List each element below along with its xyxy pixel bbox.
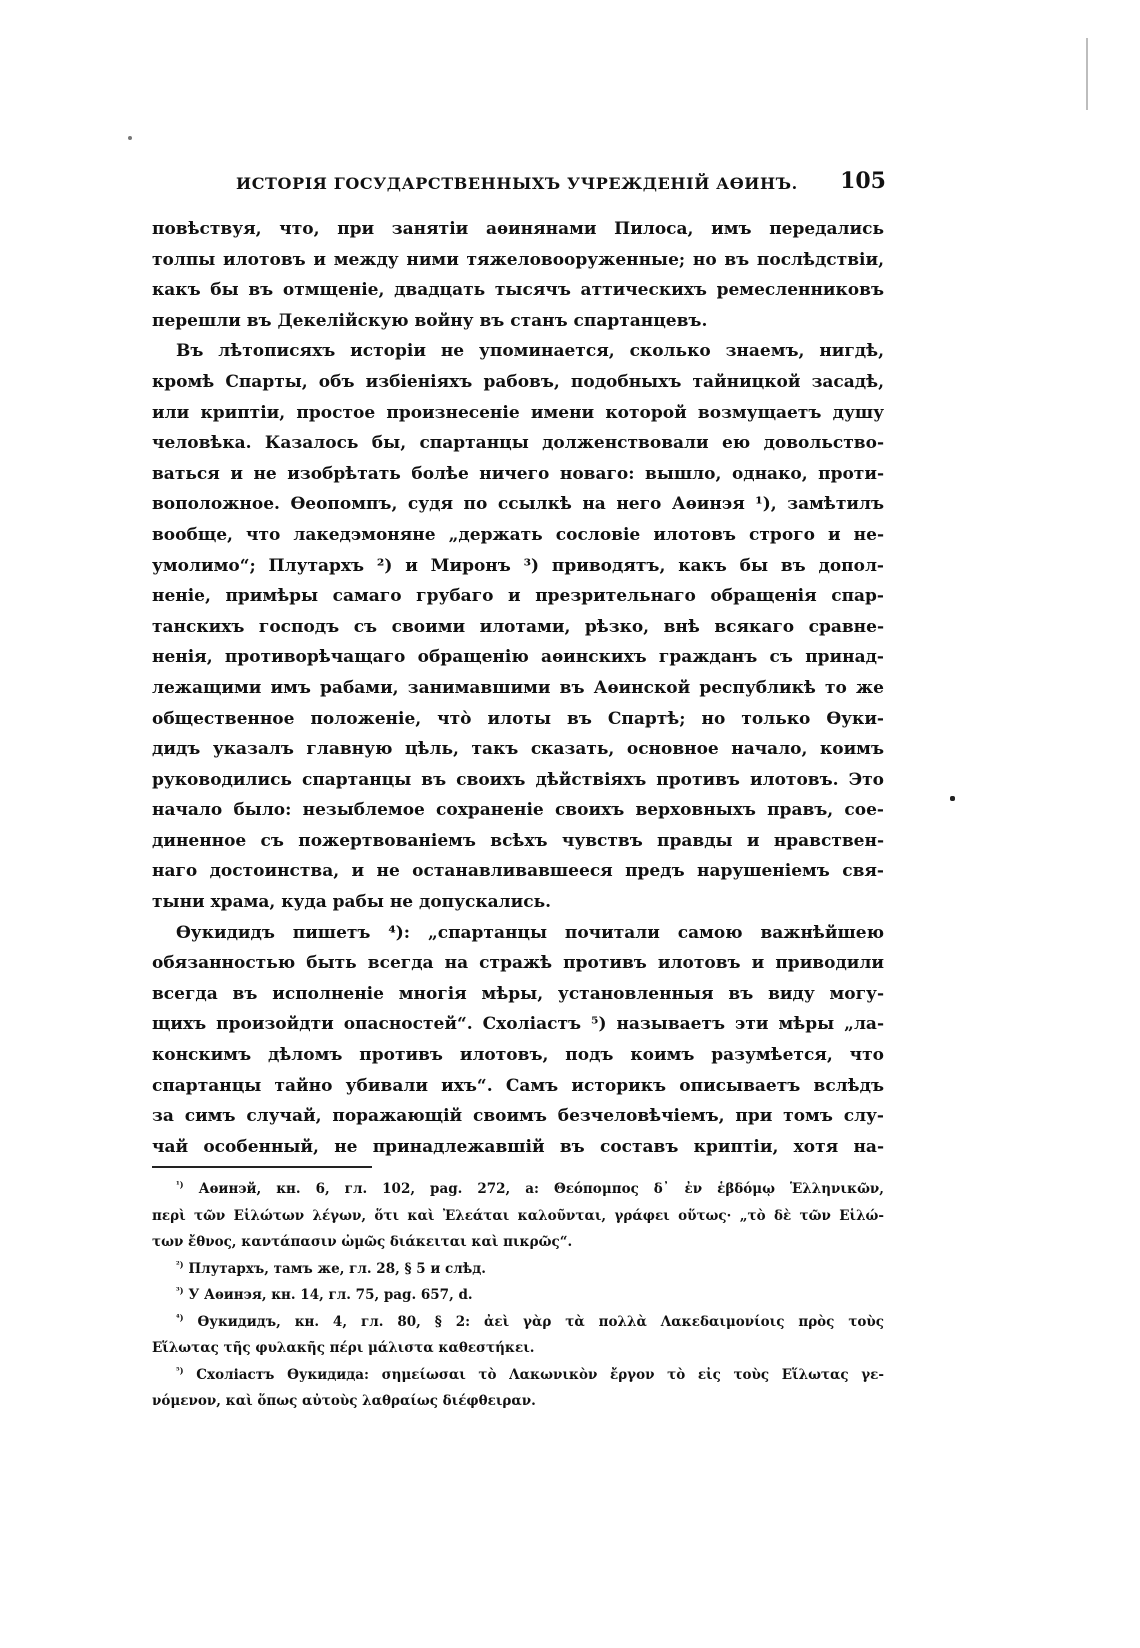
text-line: Въ лѣтописяхъ исторіи не упоминается, сколько знаемъ, нигдѣ,: [176, 341, 884, 362]
footnote-text: Плутархъ, тамъ же, гл. 28, § 5 и слѣд.: [188, 1260, 486, 1277]
footnote-text: Ѳукидидъ, кн. 4, гл. 80, § 2: ἀεὶ γὰρ τὰ πολλὰ Λακεδαιμονίοις πρὸς τοὺς: [197, 1313, 884, 1330]
text-line: кромѣ Спарты, объ избіеніяхъ рабовъ, подобныхъ тайницкой засадѣ,: [152, 371, 884, 392]
text-line: диненное съ пожертвованіемъ всѣхъ чувствъ правды и нравствен-: [152, 830, 884, 851]
footnote-4: [152, 1309, 884, 1362]
text-line: толпы илотовъ и между ними тяжеловооруженные; но въ послѣдствіи,: [152, 249, 884, 270]
footnote-line: [152, 1256, 884, 1283]
text-line: начало было: незыблемое сохраненіе своихъ верховныхъ правъ, сое-: [152, 800, 884, 821]
text-line: тыни храма, куда рабы не допускались.: [152, 892, 552, 913]
text-line: Ѳукидидъ пишетъ ⁴): „спартанцы почитали самою важнѣйшею: [176, 922, 884, 943]
footnote-line: [152, 1309, 884, 1336]
text-line: обязанностью быть всегда на стражѣ противъ илотовъ и приводили: [152, 953, 884, 974]
footnote-line: περὶ τῶν Εἱλώτων λέγων, ὅτι καὶ Ἐλεάται καλοῦνται, γράφει οὕτως· „τὸ δὲ τῶν Εἱλώ-: [152, 1207, 884, 1224]
text-line: дидъ указалъ главную цѣль, такъ сказать, основное начало, коимъ: [152, 739, 884, 760]
running-title: ИСТОРІЯ ГОСУДАРСТВЕННЫХЪ УЧРЕЖДЕНІЙ АѲИНЪ.: [236, 174, 798, 193]
body-text: [152, 214, 884, 1162]
footnote-marker: ²): [176, 1259, 184, 1269]
footnote-text: Аѳинэй, кн. 6, гл. 102, pag. 272, a: Θεόπομπος δ᾽ ἐν ἑβδόμῳ Ἑλληνικῶν,: [198, 1181, 884, 1197]
footnote-3: [152, 1282, 884, 1309]
text-line: за симъ случай, поражающій своимъ безчеловѣчіемъ, при томъ слу-: [152, 1106, 884, 1127]
text-line: ваться и не изобрѣтать болѣе ничего новаго: вышло, однако, проти-: [152, 463, 884, 484]
scan-speck: [128, 136, 132, 140]
footnote-line: νόμενον, καὶ ὅπως αὐτοὺς λαθραίως διέφθειραν.: [152, 1393, 536, 1409]
text-line: лежащими имъ рабами, занимавшими въ Аѳинской республикѣ то же: [152, 677, 884, 698]
text-line: или криптіи, простое произнесеніе имени которой возмущаетъ душу: [152, 402, 884, 423]
footnote-line: [152, 1282, 884, 1309]
footnote-marker: ⁴): [176, 1312, 184, 1322]
text-line: повѣствуя, что, при занятіи аѳинянами Пилоса, имъ передались: [152, 219, 884, 239]
text-line: танскихъ господъ съ своими илотами, рѣзко, внѣ всякаго сравне-: [152, 616, 884, 637]
text-line: какъ бы въ отмщеніе, двадцать тысячъ аттическихъ ремесленниковъ: [152, 280, 884, 301]
text-line: ненія, противорѣчащаго обращенію аѳинскихъ гражданъ съ принад-: [152, 647, 884, 668]
text-line: руководились спартанцы въ своихъ дѣйствіяхъ противъ илотовъ. Это: [152, 769, 884, 790]
text-line: щихъ произойдти опасностей“. Схоліастъ ⁵) называетъ эти мѣры „ла-: [152, 1014, 884, 1035]
page-number: 105: [840, 168, 886, 194]
text-line: конскимъ дѣломъ противъ илотовъ, подъ коимъ разумѣется, что: [152, 1045, 884, 1066]
text-line: человѣка. Казалось бы, спартанцы долженствовали ею довольство-: [152, 433, 884, 454]
text-line: воположное. Ѳеопомпъ, судя по ссылкѣ на него Аѳинэя ¹), замѣтилъ: [152, 494, 884, 515]
scan-speck: [950, 796, 955, 801]
text-line: наго достоинства, и не останавливавшееся предъ нарушеніемъ свя-: [152, 861, 884, 882]
footnote-marker: ¹): [176, 1179, 184, 1190]
text-line: перешли въ Декелійскую войну въ станъ спартанцевъ.: [152, 310, 708, 331]
footnote-divider: [152, 1166, 372, 1168]
text-line: спартанцы тайно убивали ихъ“. Самъ историкъ описываетъ вслѣдъ: [152, 1075, 884, 1096]
page-header: [236, 168, 886, 200]
footnote-line: των ἔθνος, καντάπασιν ὠμῶς διάκειται καὶ πικρῶς“.: [152, 1234, 573, 1250]
footnote-marker: ⁵): [176, 1365, 184, 1375]
text-line: неніе, примѣры самаго грубаго и презрительнаго обращенія спар-: [152, 586, 884, 607]
text-line: всегда въ исполненіе многія мѣры, установленныя въ виду могу-: [152, 983, 884, 1004]
scan-edge-line: [1086, 38, 1088, 110]
footnote-text: У Аѳинэя, кн. 14, гл. 75, pag. 657, d.: [188, 1287, 473, 1303]
footnote-line: [152, 1176, 884, 1203]
footnote-2: [152, 1256, 884, 1283]
text-line: вообще, что лакедэмоняне „держать сословіе илотовъ строго и не-: [152, 524, 884, 545]
text-line: общественное положеніе, что̀ илоты въ Спартѣ; но только Ѳуки-: [152, 708, 884, 729]
text-line: умолимо“; Плутархъ ²) и Миронъ ³) приводятъ, какъ бы въ допол-: [152, 555, 884, 576]
footnote-5: [152, 1362, 884, 1415]
footnote-1: [152, 1176, 884, 1256]
footnote-marker: ³): [176, 1285, 184, 1296]
text-line: чай особенный, не принадлежавшій въ составъ криптіи, хотя на-: [152, 1136, 884, 1157]
footnote-line: [152, 1362, 884, 1389]
footnote-text: Схоліастъ Ѳукидида: σημείωσαι τὸ Λακωνικὸν ἔργον τὸ εἰς τοὺς Εἵλωτας γε-: [196, 1366, 884, 1383]
footnotes: [152, 1176, 884, 1415]
footnote-line: Εἵλωτας τῆς φυλακῆς πέρι μάλιστα καθεστήκει.: [152, 1340, 535, 1356]
